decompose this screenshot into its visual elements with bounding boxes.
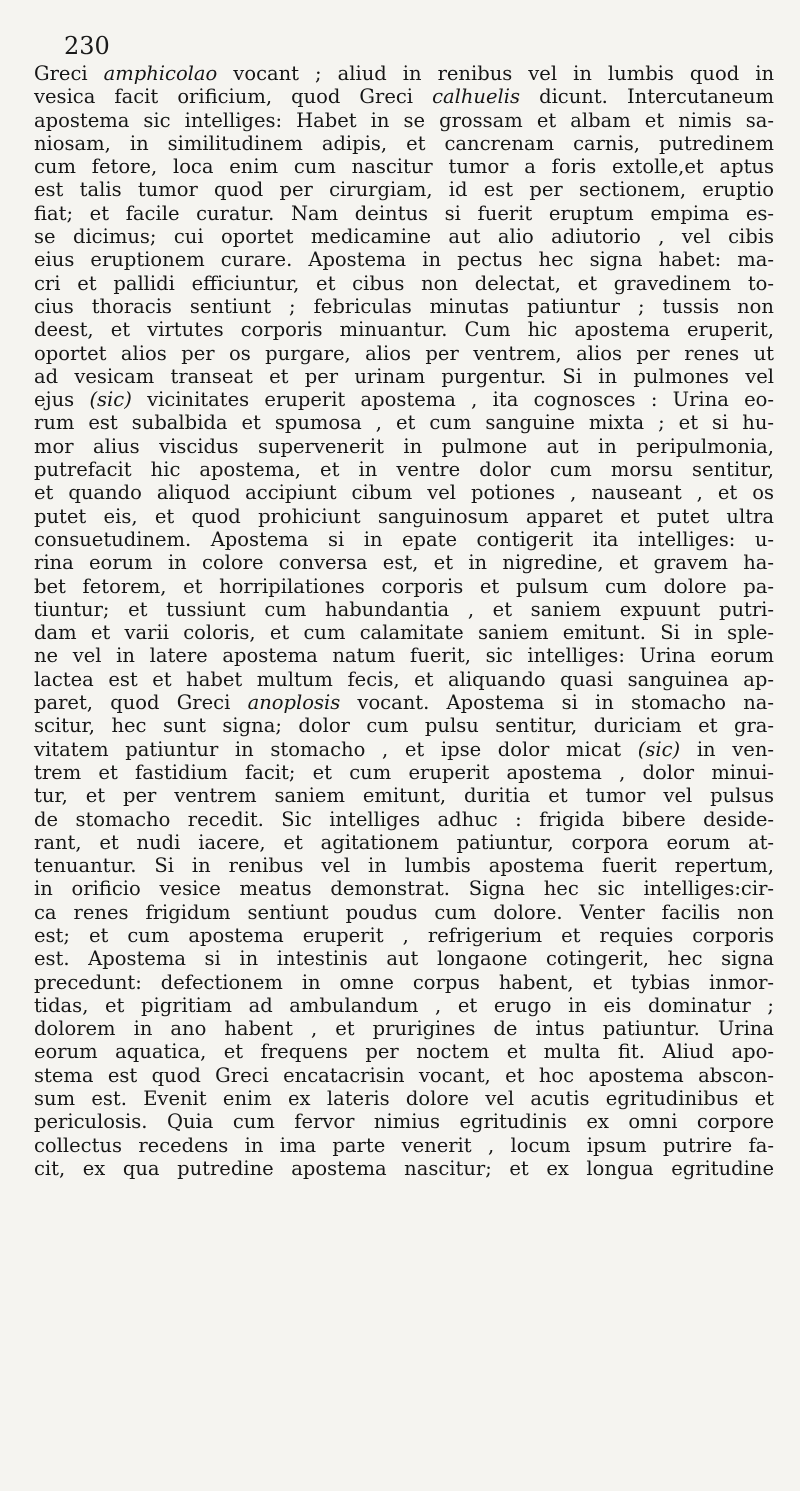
text-line xyxy=(34,714,774,737)
text-line xyxy=(34,225,774,248)
text-span: trem et fastidium facit; et cum eruperit apostema , dolor minui- xyxy=(34,760,774,784)
text-line xyxy=(34,109,774,132)
text-line xyxy=(34,901,774,924)
text-span: deest, et virtutes corporis minuantur. Cum hic apostema eruperit, xyxy=(34,318,774,342)
italic-term: calhuelis xyxy=(432,85,521,109)
text-line xyxy=(34,691,774,714)
text-line xyxy=(34,365,774,388)
text-line xyxy=(34,178,774,201)
text-span: ne vel in latere apostema natum fuerit, sic intelliges: Urina eorum xyxy=(34,644,774,668)
italic-term: anoplosis xyxy=(247,691,341,715)
text-span: cit, ex qua putredine apostema nascitur; et ex longua egritudine xyxy=(34,1156,774,1180)
text-span: vocant. Apostema si in stomacho na- xyxy=(340,691,775,715)
text-line xyxy=(34,272,774,295)
text-line xyxy=(34,971,774,994)
text-line xyxy=(34,924,774,947)
text-span: sum est. Evenit enim ex lateris dolore vel acutis egritudinibus et xyxy=(34,1087,774,1111)
text-span: ca renes frigidum sentiunt poudus cum dolore. Venter facilis non xyxy=(34,900,774,924)
text-line xyxy=(34,1157,774,1180)
text-span: de stomacho recedit. Sic intelliges adhuc : frigida bibere deside- xyxy=(34,807,774,831)
text-line xyxy=(34,248,774,271)
text-span: niosam, in similitudinem adipis, et cancrenam carnis, putredinem xyxy=(34,131,774,155)
text-line xyxy=(34,318,774,341)
italic-term: (sic) xyxy=(89,388,132,412)
text-span: tenuantur. Si in renibus vel in lumbis apostema fuerit repertum, xyxy=(34,854,774,878)
text-span: putet eis, et quod prohiciunt sanguinosum apparet et putet ultra xyxy=(34,504,774,528)
text-span: ejus xyxy=(34,388,90,412)
text-span: periculosis. Quia cum fervor nimius egritudinis ex omni corpore xyxy=(34,1110,774,1134)
page-number: 230 xyxy=(64,32,110,60)
text-span: est; et cum apostema eruperit , refrigerium et requies corporis xyxy=(34,923,774,947)
text-span: se dicimus; cui oportet medicamine aut alio adiutorio , vel cibis xyxy=(34,225,774,249)
text-span: eius eruptionem curare. Apostema in pectus hec signa habet: ma- xyxy=(34,248,774,272)
text-span: cius thoracis sentiunt ; febriculas minutas patiuntur ; tussis non xyxy=(34,294,774,318)
text-line xyxy=(34,528,774,551)
text-line xyxy=(34,155,774,178)
text-line xyxy=(34,808,774,831)
text-span: dolorem in ano habent , et prurigines de intus patiuntur. Urina xyxy=(34,1017,774,1041)
text-line xyxy=(34,342,774,365)
text-span: rum est subalbida et spumosa , et cum sanguine mixta ; et si hu- xyxy=(34,411,774,435)
text-line xyxy=(34,947,774,970)
text-span: scitur, hec sunt signa; dolor cum pulsu sentitur, duriciam et gra- xyxy=(34,714,774,738)
text-line xyxy=(34,1110,774,1133)
text-line xyxy=(34,1040,774,1063)
text-line xyxy=(34,1087,774,1110)
text-span: mor alius viscidus supervenerit in pulmone aut in peripulmonia, xyxy=(34,434,774,458)
text-span: in ven- xyxy=(680,737,774,761)
italic-term: (sic) xyxy=(637,737,681,761)
text-span: in orificio vesice meatus demonstrat. Signa hec sic intelliges:cir- xyxy=(34,877,774,901)
text-line xyxy=(34,505,774,528)
text-span: vicinitates eruperit apostema , ita cognosces : Urina eo- xyxy=(131,388,774,412)
text-line xyxy=(34,784,774,807)
text-span: tidas, et pigritiam ad ambulandum , et erugo in eis dominatur ; xyxy=(34,993,774,1017)
text-span: consuetudinem. Apostema si in epate contigerit ita intelliges: u- xyxy=(34,527,774,551)
text-span: oportet alios per os purgare, alios per ventrem, alios per renes ut xyxy=(34,341,774,365)
text-span: fiat; et facile curatur. Nam deintus si fuerit eruptum empima es- xyxy=(34,201,774,225)
text-span: bet fetorem, et horripilationes corporis et pulsum cum dolore pa- xyxy=(34,574,774,598)
text-line xyxy=(34,668,774,691)
text-span: Greci xyxy=(34,62,104,85)
text-span: dicunt. Intercutaneum xyxy=(520,85,774,109)
text-line xyxy=(34,295,774,318)
text-span: est. Apostema si in intestinis aut longaone cotingerit, hec signa xyxy=(34,947,774,971)
text-span: lactea est et habet multum fecis, et aliquando quasi sanguinea ap- xyxy=(34,667,774,691)
text-span: tur, et per ventrem saniem emitunt, duritia et tumor vel pulsus xyxy=(34,784,774,808)
text-span: stema est quod Greci encatacrisin vocant, et hoc apostema abscon- xyxy=(34,1063,774,1087)
text-line xyxy=(34,1017,774,1040)
text-span: et quando aliquod accipiunt cibum vel potiones , nauseant , et os xyxy=(34,481,774,505)
text-span: putrefacit hic apostema, et in ventre dolor cum morsu sentitur, xyxy=(34,458,774,482)
text-line xyxy=(34,411,774,434)
text-span: precedunt: defectionem in omne corpus habent, et tybias inmor- xyxy=(34,970,774,994)
text-line xyxy=(34,877,774,900)
text-line xyxy=(34,458,774,481)
text-span: collectus recedens in ima parte venerit , locum ipsum putrire fa- xyxy=(34,1133,774,1157)
text-line xyxy=(34,575,774,598)
text-span: rina eorum in colore conversa est, et in nigredine, et gravem ha- xyxy=(34,551,774,575)
text-line xyxy=(34,85,774,108)
text-line xyxy=(34,598,774,621)
text-span: paret, quod Greci xyxy=(34,691,248,715)
text-span: vocant ; aliud in renibus vel in lumbis quod in xyxy=(217,62,775,85)
text-line xyxy=(34,1064,774,1087)
text-span: eorum aquatica, et frequens per noctem et multa fit. Aliud apo- xyxy=(34,1040,774,1064)
body-text xyxy=(34,62,774,1180)
text-line xyxy=(34,202,774,225)
text-line xyxy=(34,1134,774,1157)
text-line xyxy=(34,132,774,155)
text-line xyxy=(34,481,774,504)
text-line xyxy=(34,761,774,784)
text-span: dam et varii coloris, et cum calamitate saniem emitunt. Si in sple- xyxy=(34,621,774,645)
italic-term: amphicolao xyxy=(103,62,218,85)
text-span: tiuntur; et tussiunt cum habundantia , et saniem expuunt putri- xyxy=(34,597,774,621)
text-line xyxy=(34,621,774,644)
text-line xyxy=(34,854,774,877)
text-line xyxy=(34,62,774,85)
text-span: est talis tumor quod per cirurgiam, id est per sectionem, eruptio xyxy=(34,178,774,202)
text-span: ad vesicam transeat et per urinam purgentur. Si in pulmones vel xyxy=(34,364,774,388)
text-span: vesica facit orificium, quod Greci xyxy=(34,85,433,109)
text-line xyxy=(34,388,774,411)
text-span: vitatem patiuntur in stomacho , et ipse dolor micat xyxy=(34,737,638,761)
text-span: rant, et nudi iacere, et agitationem patiuntur, corpora eorum at- xyxy=(34,830,774,854)
text-line xyxy=(34,435,774,458)
text-line xyxy=(34,994,774,1017)
text-line xyxy=(34,644,774,667)
text-line xyxy=(34,831,774,854)
text-span: cum fetore, loca enim cum nascitur tumor a foris extolle,et aptus xyxy=(34,155,774,179)
text-span: cri et pallidi efficiuntur, et cibus non delectat, et gravedinem to- xyxy=(34,271,774,295)
text-line xyxy=(34,738,774,761)
text-line xyxy=(34,551,774,574)
text-span: apostema sic intelliges: Habet in se grossam et albam et nimis sa- xyxy=(34,108,774,132)
